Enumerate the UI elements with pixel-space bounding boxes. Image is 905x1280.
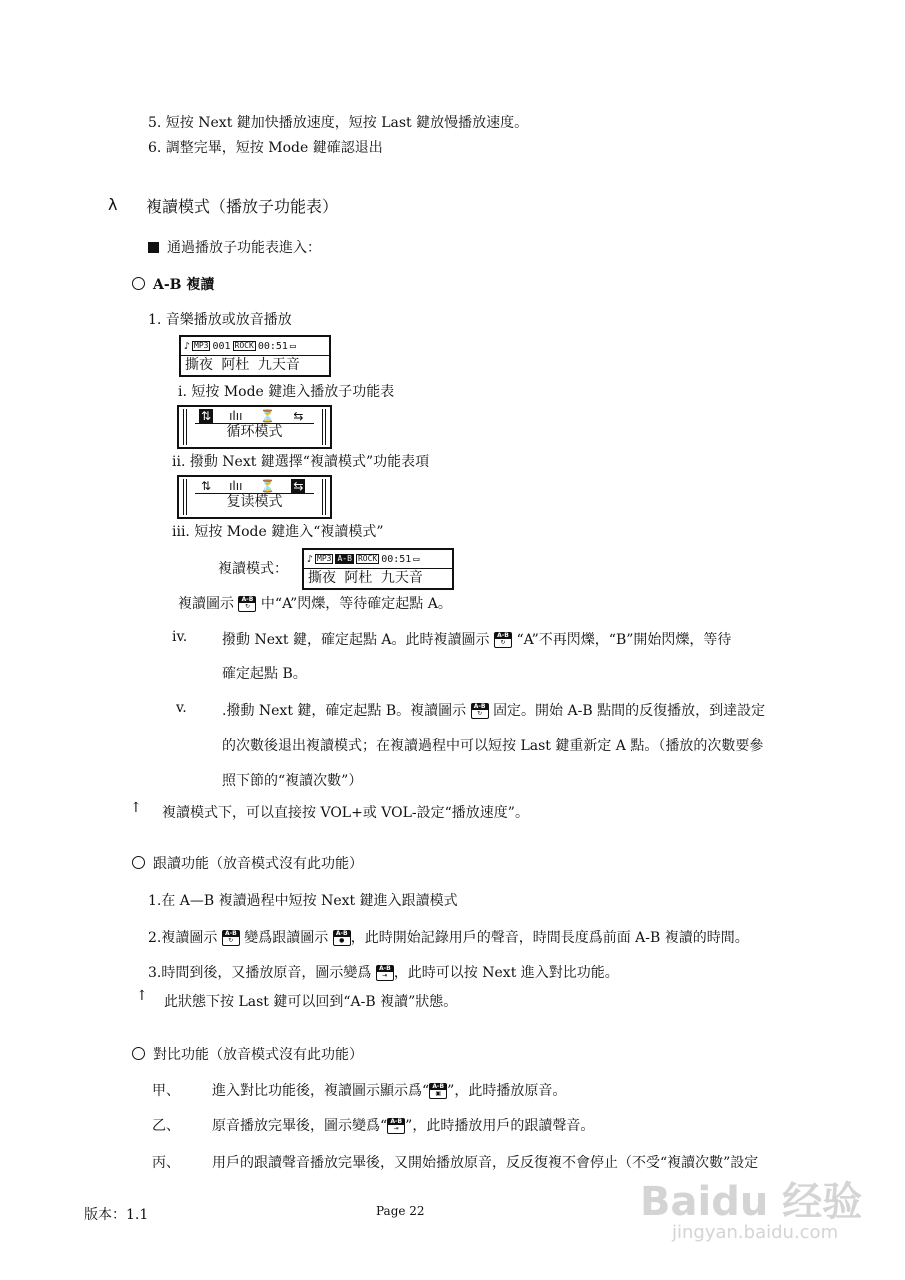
- note-arrow-icon-2: ↑: [136, 988, 148, 1004]
- repeat-ab-icon: A-B ↻: [238, 596, 256, 612]
- music-note-icon: ♪: [184, 340, 191, 352]
- elapsed-time: 00:51: [257, 340, 288, 352]
- repeat-mode-label: 複讀模式：: [218, 561, 288, 577]
- compare-original-icon: A-B ▣: [429, 1083, 447, 1099]
- follow-title: 跟讀功能（放音模式沒有此功能）: [153, 856, 363, 872]
- repeat-ab-icon: A-B ↻: [222, 930, 240, 946]
- menu-screen-loop: [177, 405, 332, 449]
- track-number: 001: [212, 340, 231, 352]
- follow-step-2-b: 變爲跟讀圖示: [244, 930, 329, 946]
- step-iv-line1: [222, 629, 731, 649]
- note-last: 此狀態下按 Last 鍵可以回到“A-B 複讀”狀態。: [164, 994, 458, 1010]
- compare-icon: A-B ⇥: [376, 965, 394, 981]
- song-info: 撕夜 阿杜 九天音: [185, 357, 300, 373]
- left-border: [183, 409, 187, 445]
- step-iv-number: iv.: [172, 629, 188, 645]
- compare-heading: [132, 1044, 363, 1064]
- section-title: 複讀模式（播放子功能表）: [146, 197, 339, 216]
- repeat-icon-text-b: 中“A”閃爍，等待確定起點 A。: [260, 596, 452, 612]
- square-bullet-icon: [148, 242, 159, 253]
- mode-badge: MP3: [194, 341, 209, 350]
- right-border: [322, 479, 326, 515]
- step-iv-text-a: 撥動 Next 鍵，確定起點 A。此時複讀圖示: [222, 632, 490, 648]
- follow-step-3-a: 3.時間到後，又播放原音，圖示變爲: [148, 965, 372, 981]
- enter-via: [148, 237, 321, 257]
- song-info: 撕夜 阿杜 九天音: [308, 570, 423, 586]
- step-v-line1: [222, 700, 765, 720]
- loop-icon: ⇅: [201, 409, 212, 423]
- note-arrow-icon: ↑: [130, 800, 142, 816]
- compare-2: [212, 1115, 594, 1135]
- section-bullet: λ: [108, 195, 118, 214]
- step-v-line3: 照下節的“複讀次數”）: [222, 773, 363, 789]
- step-iv-line2: 確定起點 B。: [222, 666, 307, 682]
- menu-title-repeat: 复读模式: [195, 493, 314, 510]
- battery-icon: ▭: [413, 553, 420, 565]
- follow-icon: A-B ●: [333, 930, 351, 946]
- compare-1-b: ”，此時播放原音。: [447, 1083, 567, 1099]
- compare-1-a: 進入對比功能後，複讀圖示顯示爲“: [212, 1083, 430, 1099]
- version-label: 版本：1.1: [84, 1207, 149, 1223]
- follow-step-1: 1.在 A—B 複讀過程中短按 Next 鍵進入跟讀模式: [148, 893, 458, 909]
- lcd-screen-playing: [179, 335, 331, 377]
- right-border: [322, 409, 326, 445]
- follow-step-3-b: ，此時可以按 Next 進入對比功能。: [393, 965, 619, 981]
- menu-screen-repeat: [177, 475, 332, 519]
- note-speed: 複讀模式下，可以直接按 VOL+或 VOL-設定“播放速度”。: [162, 805, 529, 821]
- battery-icon: ▭: [289, 340, 296, 352]
- compare-2-b: ”，此時播放用戶的跟讀聲音。: [405, 1118, 595, 1134]
- speed-icon: ⏳: [260, 409, 276, 423]
- page-number: Page 22: [376, 1204, 425, 1218]
- compare-title: 對比功能（放音模式沒有此功能）: [153, 1047, 363, 1063]
- compare-3-number: 丙、: [152, 1155, 180, 1171]
- step-ii: ii. 撥動 Next 鍵選擇“複讀模式”功能表項: [172, 454, 430, 470]
- circle-bullet-icon: [132, 1047, 145, 1060]
- step-1: 1. 音樂播放或放音播放: [148, 312, 292, 328]
- repeat-ab-icon: A-B ↻: [471, 703, 489, 719]
- music-note-icon: ♪: [307, 553, 314, 565]
- step-i: i. 短按 Mode 鍵進入播放子功能表: [178, 384, 395, 400]
- loop-icon: ⇅: [201, 479, 212, 493]
- step-v-text-a: .撥動 Next 鍵，確定起點 B。複讀圖示: [222, 703, 467, 719]
- enter-via-text: 通過播放子功能表進入：: [167, 240, 321, 256]
- repeat-menu-icon: ⇆: [293, 479, 304, 493]
- step-6: 6. 調整完畢，短按 Mode 鍵確認退出: [148, 140, 383, 156]
- lcd-screen-repeat: [302, 548, 454, 590]
- follow-step-2-c: ，此時開始記錄用戶的聲音，時間長度爲前面 A-B 複讀的時間。: [350, 930, 749, 946]
- elapsed-time: 00:51: [381, 553, 412, 565]
- repeat-icon-text-a: 複讀圖示: [178, 596, 234, 612]
- follow-heading: [132, 853, 363, 873]
- compare-1-number: 甲、: [152, 1083, 180, 1099]
- eq-bars-icon: ılıı: [229, 409, 243, 423]
- ab-repeat-heading: [132, 274, 214, 294]
- ab-badge: A-B: [337, 554, 352, 563]
- compare-1: [212, 1080, 566, 1100]
- compare-2-number: 乙、: [152, 1118, 180, 1134]
- step-iii: iii. 短按 Mode 鍵進入“複讀模式”: [172, 524, 384, 540]
- follow-step-3: [148, 962, 619, 982]
- step-v-number: v.: [176, 700, 187, 716]
- mode-badge: MP3: [317, 554, 332, 563]
- compare-user-icon: A-B ⇥: [387, 1118, 405, 1134]
- step-iv-text-b: “A”不再閃爍，“B”開始閃爍，等待: [516, 632, 732, 648]
- repeat-icon-line: [178, 593, 452, 613]
- speed-icon: ⏳: [260, 479, 276, 493]
- repeat-menu-icon: ⇆: [293, 409, 304, 423]
- step-v-line2: 的次數後退出複讀模式；在複讀過程中可以短按 Last 鍵重新定 A 點。（播放的次數要參: [222, 738, 764, 754]
- circle-bullet-icon: [132, 277, 145, 290]
- compare-2-a: 原音播放完畢後，圖示變爲“: [212, 1118, 388, 1134]
- watermark-brand: Baidu 经验: [640, 1179, 863, 1225]
- watermark-url: jingyan.baidu.com: [672, 1222, 839, 1243]
- menu-title-loop: 循环模式: [195, 423, 314, 440]
- follow-step-2: [148, 927, 749, 947]
- repeat-ab-icon: A-B ↻: [494, 632, 512, 648]
- circle-bullet-icon: [132, 856, 145, 869]
- left-border: [183, 479, 187, 515]
- eq-badge: ROCK: [357, 554, 378, 563]
- step-5: 5. 短按 Next 鍵加快播放速度，短按 Last 鍵放慢播放速度。: [148, 115, 529, 131]
- ab-repeat-title: A-B 複讀: [153, 277, 215, 293]
- eq-badge: ROCK: [234, 341, 254, 350]
- eq-bars-icon: ılıı: [229, 479, 243, 493]
- compare-3: 用戶的跟讀聲音播放完畢後，又開始播放原音，反反復複不會停止（不受“複讀次數”設定: [212, 1155, 759, 1171]
- follow-step-2-a: 2.複讀圖示: [148, 930, 218, 946]
- step-v-text-b: 固定。開始 A-B 點間的反復播放，到達設定: [493, 703, 766, 719]
